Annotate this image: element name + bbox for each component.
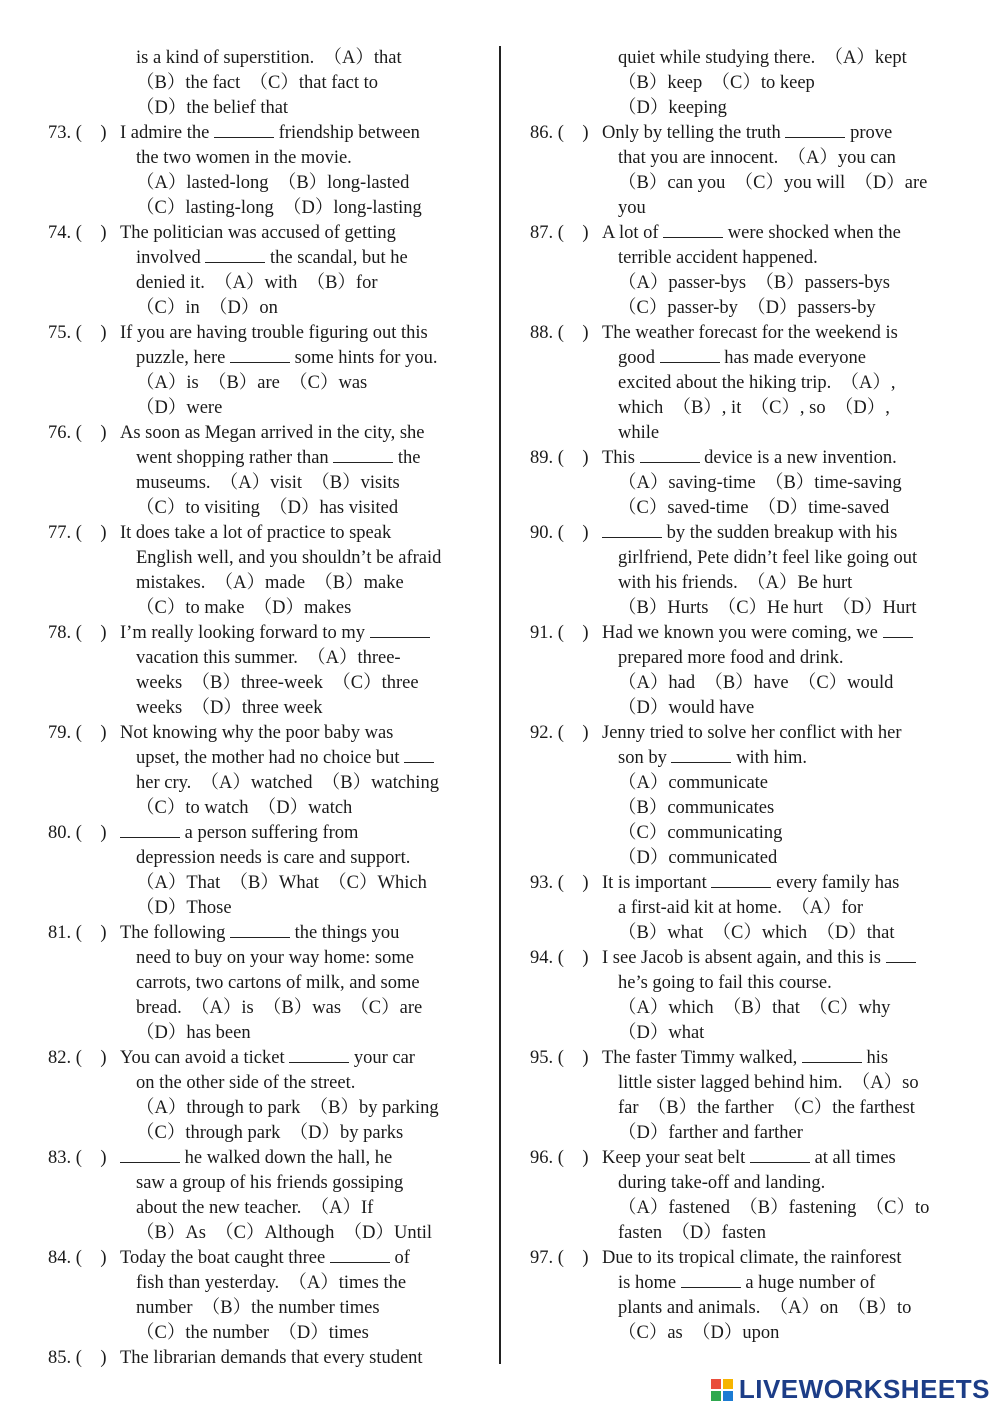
question-line: a first-aid kit at home. （A）for xyxy=(618,898,864,918)
question-stem: I’m really looking forward to my xyxy=(48,621,478,646)
question-line: （A）is （B）are （C）was xyxy=(136,373,368,393)
question-item xyxy=(530,871,960,946)
question-number[interactable]: 75. ( ) xyxy=(48,323,107,343)
question-line: little sister lagged behind him. （A）so xyxy=(618,1073,919,1093)
question-line: English well, and you shouldn’t be afraid xyxy=(136,548,442,568)
question-line: saw a group of his friends gossiping xyxy=(136,1173,404,1193)
question-line: （D）keeping xyxy=(618,98,727,118)
question-line: far （B）the farther （C）the farthest xyxy=(618,1098,915,1118)
question-stem: a person suffering from xyxy=(48,821,478,846)
question-stem: Today the boat caught three of xyxy=(120,1248,410,1268)
question-item xyxy=(48,721,478,821)
answer-blank xyxy=(330,1246,390,1263)
question-line: （C）as （D）upon xyxy=(618,1323,780,1343)
question-line: （A）had （B）have （C）would xyxy=(618,673,894,693)
question-stem: You can avoid a ticket your car xyxy=(120,1048,415,1068)
question-line: （B）can you （C）you will （D）are xyxy=(618,173,928,193)
question-item xyxy=(48,221,478,321)
question-line: prepared more food and drink. xyxy=(618,648,844,668)
question-line: while xyxy=(618,423,660,443)
question-stem: It is important every family has xyxy=(602,873,900,893)
question-stem: The weather forecast for the weekend is xyxy=(602,323,898,343)
question-line: （C）to visiting （D）has visited xyxy=(136,498,399,518)
question-line: on the other side of the street. xyxy=(136,1073,356,1093)
question-line: （D）the belief that xyxy=(136,98,289,118)
answer-blank xyxy=(214,121,274,138)
question-line: （B）communicates xyxy=(618,798,775,818)
question-line: （A）lasted-long （B）long-lasted xyxy=(136,173,410,193)
question-stem: The politician was accused of getting xyxy=(120,223,396,243)
question-item xyxy=(48,121,478,221)
question-line: weeks （D）three week xyxy=(136,698,323,718)
question-number[interactable]: 79. ( ) xyxy=(48,723,107,743)
logo-mark-square xyxy=(723,1379,733,1389)
question-stem: by the sudden breakup with his xyxy=(530,521,960,546)
question-stem: he walked down the hall, he xyxy=(48,1146,478,1171)
question-line: （C）the number （D）times xyxy=(136,1323,369,1343)
question-item xyxy=(48,1346,478,1371)
question-stem: Keep your seat belt at all times xyxy=(602,1148,896,1168)
question-number[interactable]: 82. ( ) xyxy=(48,1048,107,1068)
question-number[interactable]: 96. ( ) xyxy=(530,1148,589,1168)
question-item xyxy=(48,321,478,421)
question-item xyxy=(48,821,478,921)
question-stem: Only by telling the truth prove xyxy=(602,123,893,143)
question-number[interactable]: 80. ( ) xyxy=(48,823,107,843)
question-stem: Not knowing why the poor baby was xyxy=(120,723,394,743)
question-line: bread. （A）is （B）was （C）are xyxy=(136,998,423,1018)
question-item xyxy=(530,1246,960,1346)
answer-blank xyxy=(750,1146,810,1163)
question-stem: Due to its tropical climate, the rainforest xyxy=(602,1248,902,1268)
question-line: weeks （B）three-week （C）three xyxy=(136,673,419,693)
question-line: （A）fastened （B）fastening （C）to xyxy=(618,1198,930,1218)
answer-blank xyxy=(802,1046,862,1063)
answer-blank xyxy=(230,921,290,938)
question-number[interactable]: 93. ( ) xyxy=(530,873,589,893)
question-line: you xyxy=(618,198,646,218)
question-line: （A）communicate xyxy=(618,773,769,793)
question-item xyxy=(530,521,960,621)
question-number[interactable]: 87. ( ) xyxy=(530,223,589,243)
question-number[interactable]: 97. ( ) xyxy=(530,1248,589,1268)
question-line: is home a huge number of xyxy=(618,1273,876,1293)
question-line: （B）what （C）which （D）that xyxy=(618,923,895,943)
question-line: （B）As （C）Although （D）Until xyxy=(136,1223,433,1243)
question-line: （B）keep （C）to keep xyxy=(618,73,815,93)
question-stem: As soon as Megan arrived in the city, she xyxy=(120,423,425,443)
question-line: upset, the mother had no choice but xyxy=(48,746,478,771)
question-item xyxy=(48,1146,478,1246)
question-item xyxy=(530,621,960,721)
question-stem: It does take a lot of practice to speak xyxy=(120,523,392,543)
answer-blank xyxy=(120,1146,180,1163)
question-line: the two women in the movie. xyxy=(136,148,352,168)
question-line: denied it. （A）with （B）for xyxy=(136,273,378,293)
question-number[interactable]: 84. ( ) xyxy=(48,1248,107,1268)
question-line: depression needs is care and support. xyxy=(136,848,411,868)
question-stem: This device is a new invention. xyxy=(602,448,897,468)
question-line: （D）were xyxy=(136,398,223,418)
question-line: （B）the fact （C）that fact to xyxy=(136,73,378,93)
question-line: （A）That （B）What （C）Which xyxy=(136,873,427,893)
logo-mark-square xyxy=(711,1379,721,1389)
question-line: （A）which （B）that （C）why xyxy=(618,998,891,1018)
question-line: museums. （A）visit （B）visits xyxy=(136,473,400,493)
question-number[interactable]: 94. ( ) xyxy=(530,948,589,968)
question-line: number （B）the number times xyxy=(136,1298,380,1318)
question-line: with his friends. （A）Be hurt xyxy=(618,573,853,593)
question-number[interactable]: 91. ( ) xyxy=(530,623,589,643)
logo-mark-square xyxy=(723,1391,733,1401)
question-item xyxy=(48,1046,478,1146)
question-item xyxy=(530,221,960,321)
answer-blank xyxy=(230,346,290,363)
question-number[interactable]: 92. ( ) xyxy=(530,723,589,743)
answer-blank xyxy=(602,521,662,538)
question-line: is a kind of superstition. （A）that xyxy=(136,48,402,68)
left-column xyxy=(48,46,478,1371)
answer-blank xyxy=(663,221,723,238)
question-item xyxy=(530,321,960,446)
question-line: quiet while studying there. （A）kept xyxy=(618,48,907,68)
question-item xyxy=(48,521,478,621)
question-item xyxy=(530,1146,960,1246)
question-number[interactable]: 73. ( ) xyxy=(48,123,107,143)
answer-blank xyxy=(333,446,393,463)
question-line: good has made everyone xyxy=(618,348,867,368)
question-line: （C）in （D）on xyxy=(136,298,278,318)
question-line: girlfriend, Pete didn’t feel like going out xyxy=(618,548,918,568)
answer-blank xyxy=(404,746,434,763)
question-number[interactable]: 81. ( ) xyxy=(48,923,107,943)
answer-blank xyxy=(640,446,700,463)
question-stem: A lot of were shocked when the xyxy=(602,223,901,243)
answer-blank xyxy=(120,821,180,838)
question-line: during take-off and landing. xyxy=(618,1173,826,1193)
question-line: （C）saved-time （D）time-saved xyxy=(618,498,890,518)
right-column xyxy=(530,46,960,1346)
question-line: （C）through park （D）by parks xyxy=(136,1123,404,1143)
question-line: vacation this summer. （A）three- xyxy=(136,648,401,668)
answer-blank xyxy=(785,121,845,138)
question-stem: I see Jacob is absent again, and this is xyxy=(530,946,960,971)
question-item xyxy=(48,921,478,1046)
answer-blank xyxy=(681,1271,741,1288)
question-line: mistakes. （A）made （B）make xyxy=(136,573,404,593)
question-number[interactable]: 76. ( ) xyxy=(48,423,107,443)
question-line: he’s going to fail this course. xyxy=(618,973,832,993)
question-line: son by with him. xyxy=(618,748,807,768)
question-line: （C）to watch （D）watch xyxy=(136,798,353,818)
question-line: （D）communicated xyxy=(618,848,778,868)
question-line: （D）what xyxy=(618,1023,705,1043)
question-line: （A）saving-time （B）time-saving xyxy=(618,473,902,493)
column-divider xyxy=(499,46,501,1364)
logo-mark-square xyxy=(711,1391,721,1401)
question-item xyxy=(530,446,960,521)
question-item xyxy=(530,1046,960,1146)
logo-mark-icon xyxy=(711,1379,733,1401)
question-line: （D）would have xyxy=(618,698,755,718)
question-line: （C）to make （D）makes xyxy=(136,598,352,618)
question-line: need to buy on your way home: some xyxy=(136,948,414,968)
answer-blank xyxy=(886,946,916,963)
question-stem: The librarian demands that every student xyxy=(120,1348,423,1368)
question-item xyxy=(48,621,478,721)
question-stem: If you are having trouble figuring out this xyxy=(120,323,428,343)
question-line: （D）has been xyxy=(136,1023,251,1043)
question-number[interactable]: 83. ( ) xyxy=(48,1148,107,1168)
question-line: （D）farther and farther xyxy=(618,1123,803,1143)
question-number[interactable]: 74. ( ) xyxy=(48,223,107,243)
question-number[interactable]: 77. ( ) xyxy=(48,523,107,543)
question-line: fasten （D）fasten xyxy=(618,1223,766,1243)
question-line: terrible accident happened. xyxy=(618,248,818,268)
answer-blank xyxy=(205,246,265,263)
question-line: puzzle, here some hints for you. xyxy=(136,348,438,368)
logo-text: LIVEWORKSHEETS xyxy=(738,1374,990,1404)
question-line: （A）passer-bys （B）passers-bys xyxy=(618,273,890,293)
question-stem: I admire the friendship between xyxy=(120,123,420,143)
question-line: went shopping rather than the xyxy=(136,448,421,468)
question-number[interactable]: 85. ( ) xyxy=(48,1348,107,1368)
question-stem: The faster Timmy walked, his xyxy=(602,1048,889,1068)
question-stem: Had we known you were coming, we xyxy=(530,621,960,646)
question-line: fish than yesterday. （A）times the xyxy=(136,1273,407,1293)
liveworksheets-logo xyxy=(711,1374,990,1405)
question-line: carrots, two cartons of milk, and some xyxy=(136,973,420,993)
question-line: excited about the hiking trip. （A）, xyxy=(618,373,896,393)
question-item xyxy=(48,421,478,521)
question-stem: The following the things you xyxy=(120,923,400,943)
question-item xyxy=(48,1246,478,1346)
question-line: which （B）, it （C）, so （D）, xyxy=(618,398,890,418)
question-line: （A）through to park （B）by parking xyxy=(136,1098,439,1118)
question-line: （D）Those xyxy=(136,898,232,918)
question-stem: Jenny tried to solve her conflict with her xyxy=(602,723,902,743)
answer-blank xyxy=(660,346,720,363)
question-number[interactable]: 95. ( ) xyxy=(530,1048,589,1068)
answer-blank xyxy=(883,621,913,638)
answer-blank xyxy=(370,621,430,638)
question-line: about the new teacher. （A）If xyxy=(136,1198,374,1218)
question-line: involved the scandal, but he xyxy=(136,248,408,268)
question-item xyxy=(530,721,960,871)
question-line: （B）Hurts （C）He hurt （D）Hurt xyxy=(618,598,917,618)
answer-blank xyxy=(711,871,771,888)
question-line: （C）communicating xyxy=(618,823,783,843)
question-line: that you are innocent. （A）you can xyxy=(618,148,896,168)
question-item xyxy=(530,946,960,1046)
question-line: （C）passer-by （D）passers-by xyxy=(618,298,876,318)
question-line: plants and animals. （A）on （B）to xyxy=(618,1298,912,1318)
answer-blank xyxy=(671,746,731,763)
answer-blank xyxy=(289,1046,349,1063)
question-number[interactable]: 90. ( ) xyxy=(530,523,589,543)
question-item xyxy=(530,121,960,221)
question-line: her cry. （A）watched （B）watching xyxy=(136,773,439,793)
continued-question xyxy=(530,46,960,121)
question-number[interactable]: 89. ( ) xyxy=(530,448,589,468)
continued-question xyxy=(48,46,478,121)
question-number[interactable]: 88. ( ) xyxy=(530,323,589,343)
question-number[interactable]: 78. ( ) xyxy=(48,623,107,643)
question-number[interactable]: 86. ( ) xyxy=(530,123,589,143)
question-line: （C）lasting-long （D）long-lasting xyxy=(136,198,422,218)
